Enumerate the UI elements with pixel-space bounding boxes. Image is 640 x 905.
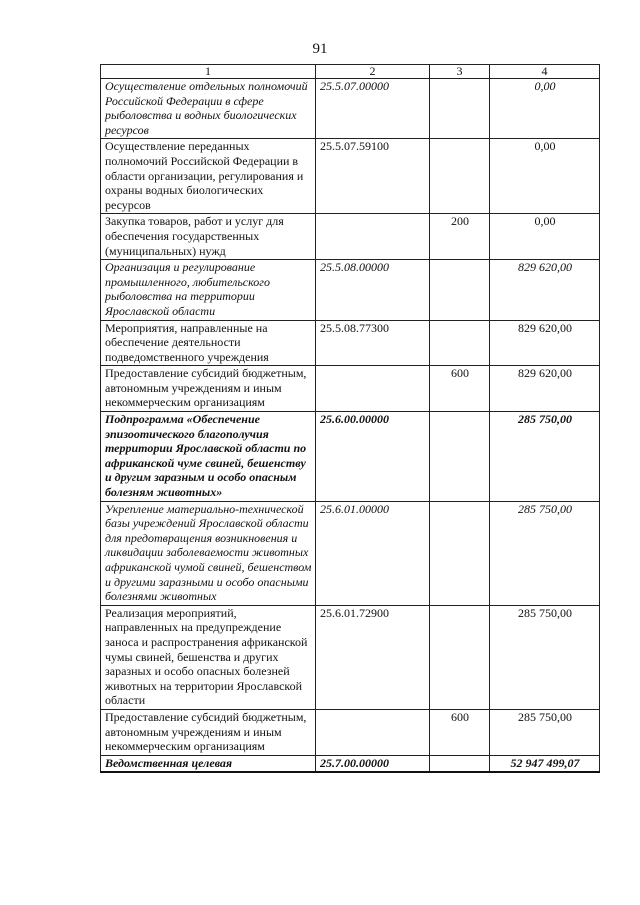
row-name: Закупка товаров, работ и услуг для обеспечения государственных (муниципальных) нужд	[101, 214, 316, 260]
row-code: 25.6.01.00000	[316, 501, 430, 605]
row-code	[316, 366, 430, 412]
row-amount: 285 750,00	[490, 412, 600, 502]
row-amount: 0,00	[490, 79, 600, 139]
row-amount: 0,00	[490, 139, 600, 214]
row-kind	[430, 605, 490, 709]
row-code	[316, 709, 430, 755]
row-kind	[430, 79, 490, 139]
row-amount: 0,00	[490, 214, 600, 260]
row-kind: 600	[430, 709, 490, 755]
row-name: Укрепление материально-технической базы учреждений Ярославской области для предотвращения возникновения и ликвидации заболеваемости животных африканской чумой свиней, бешенством и другими заразными и особо опасными болезнями животных	[101, 501, 316, 605]
row-kind: 600	[430, 366, 490, 412]
row-amount: 829 620,00	[490, 320, 600, 366]
table-header-row	[101, 65, 600, 79]
row-kind	[430, 412, 490, 502]
row-amount: 285 750,00	[490, 501, 600, 605]
column-header-3: 3	[430, 65, 490, 79]
row-name: Ведомственная целевая	[101, 755, 316, 772]
table-row	[101, 79, 600, 139]
row-name: Осуществление переданных полномочий Российской Федерации в области организации, регулирования и охраны водных биологических ресурсов	[101, 139, 316, 214]
row-kind	[430, 260, 490, 320]
row-kind	[430, 139, 490, 214]
row-kind: 200	[430, 214, 490, 260]
row-code: 25.6.01.72900	[316, 605, 430, 709]
page-number: 91	[312, 41, 328, 57]
budget-table	[100, 64, 600, 773]
row-kind	[430, 320, 490, 366]
table-row	[101, 605, 600, 709]
column-header-4: 4	[490, 65, 600, 79]
column-header-1: 1	[101, 65, 316, 79]
table-body	[101, 79, 600, 773]
row-amount: 829 620,00	[490, 260, 600, 320]
row-name: Предоставление субсидий бюджетным, автономным учреждениям и иным некоммерческим организациям	[101, 366, 316, 412]
table-row	[101, 709, 600, 755]
row-code: 25.5.07.00000	[316, 79, 430, 139]
row-code: 25.5.07.59100	[316, 139, 430, 214]
table-row	[101, 214, 600, 260]
row-code: 25.5.08.77300	[316, 320, 430, 366]
row-kind	[430, 501, 490, 605]
row-name: Реализация мероприятий, направленных на предупреждение заноса и распространения африканской чумы свиней, бешенства и других заразных и особо опасных болезней животных на территории Ярославской области	[101, 605, 316, 709]
row-code: 25.7.00.00000	[316, 755, 430, 772]
row-name: Предоставление субсидий бюджетным, автономным учреждениям и иным некоммерческим организациям	[101, 709, 316, 755]
table-row	[101, 412, 600, 502]
row-name: Осуществление отдельных полномочий Российской Федерации в сфере рыболовства и водных биологических ресурсов	[101, 79, 316, 139]
table-row	[101, 501, 600, 605]
row-name: Организация и регулирование промышленного, любительского рыболовства на территории Ярославской области	[101, 260, 316, 320]
row-code: 25.5.08.00000	[316, 260, 430, 320]
row-name: Мероприятия, направленные на обеспечение деятельности подведомственного учреждения	[101, 320, 316, 366]
row-kind	[430, 755, 490, 772]
table-row	[101, 755, 600, 772]
row-amount: 52 947 499,07	[490, 755, 600, 772]
table-row	[101, 260, 600, 320]
table-row	[101, 139, 600, 214]
row-code	[316, 214, 430, 260]
row-name: Подпрограмма «Обеспечение эпизоотического благополучия территории Ярославской области по африканской чуме свиней, бешенству и другим заразным и особо опасным болезням животных»	[101, 412, 316, 502]
row-code: 25.6.00.00000	[316, 412, 430, 502]
row-amount: 285 750,00	[490, 709, 600, 755]
table-row	[101, 320, 600, 366]
table-row	[101, 366, 600, 412]
row-amount: 829 620,00	[490, 366, 600, 412]
row-amount: 285 750,00	[490, 605, 600, 709]
column-header-2: 2	[316, 65, 430, 79]
